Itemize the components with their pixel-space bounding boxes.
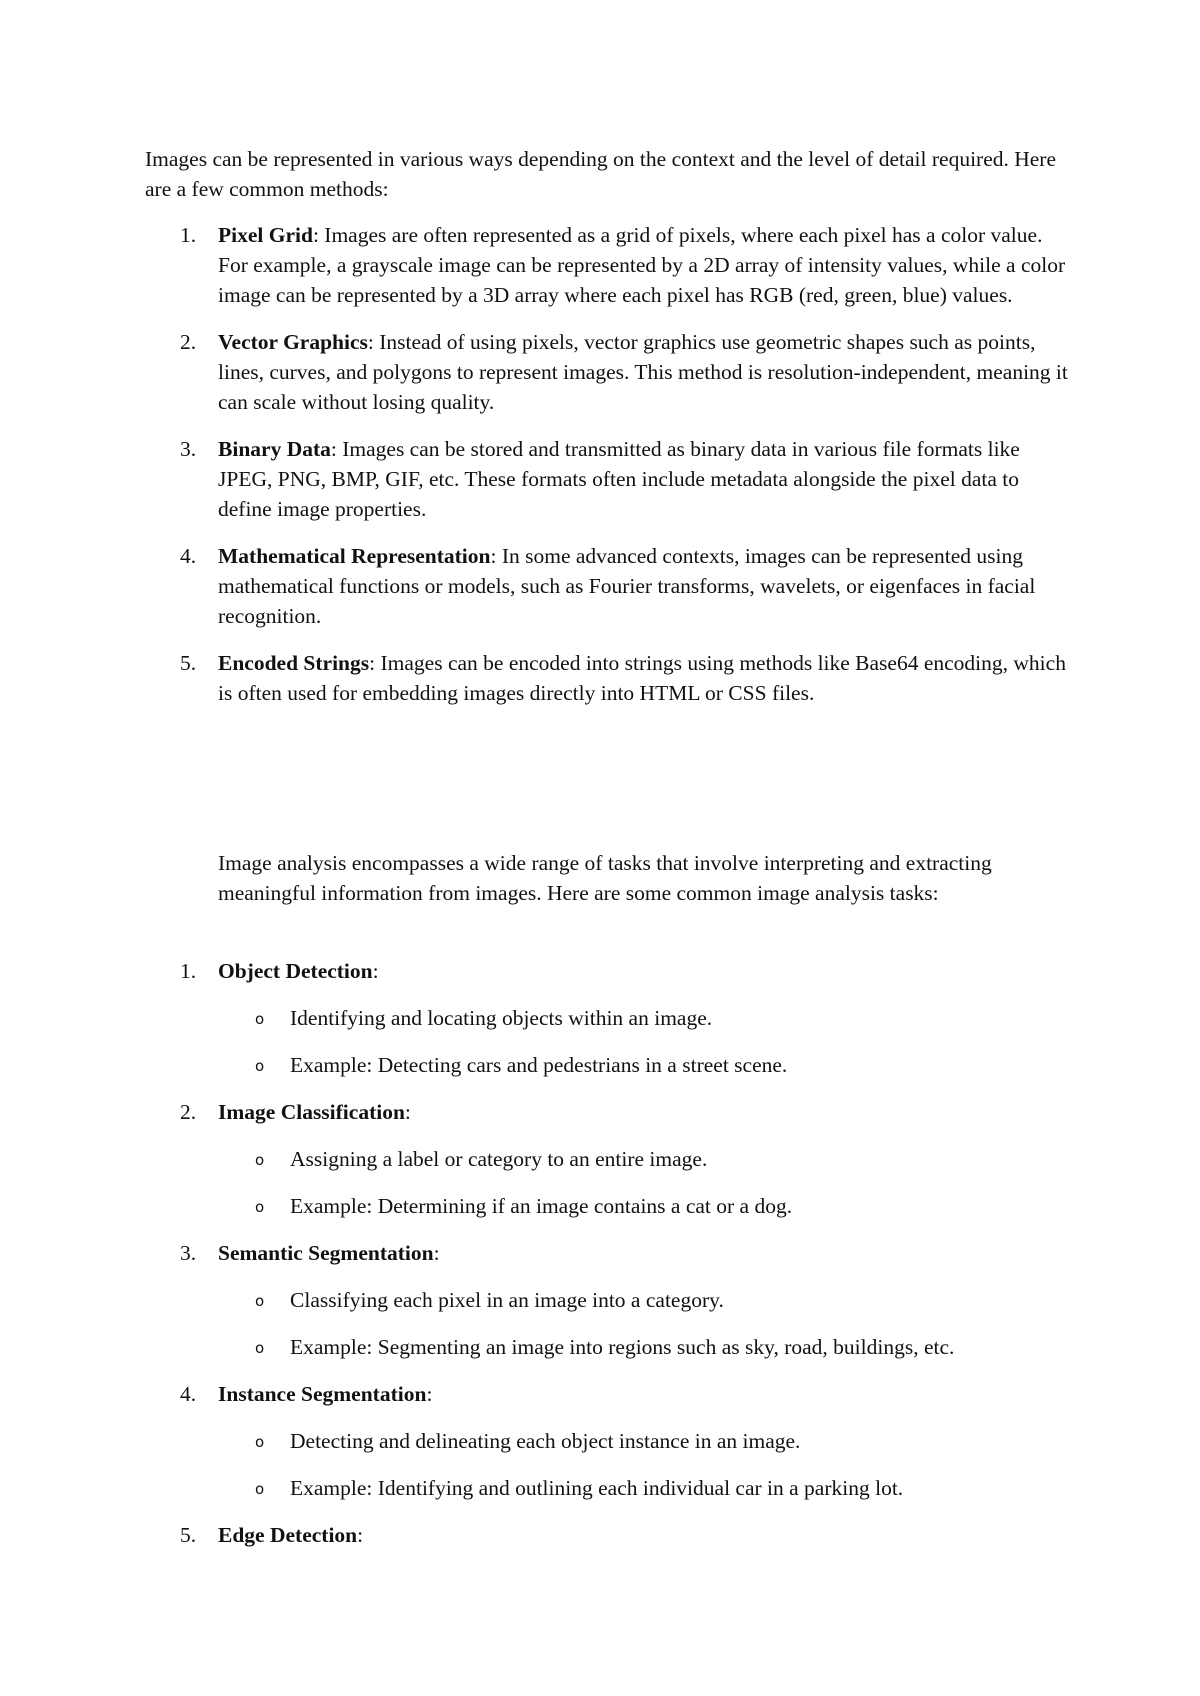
- task-item: [145, 1379, 1075, 1503]
- method-item: [145, 434, 1075, 524]
- sub-item: [218, 1332, 1075, 1362]
- task-number: 5.: [180, 1523, 197, 1547]
- method-number: 5.: [180, 651, 197, 675]
- sub-item-text: Example: Determining if an image contains a cat or a dog.: [290, 1194, 793, 1218]
- method-description: : Instead of using pixels, vector graphics use geometric shapes such as points, lines, curves, and polygons to represent images. This method is resolution-independent, meaning it can scale without losing quality.: [218, 330, 1068, 414]
- method-description: : Images are often represented as a grid of pixels, where each pixel has a color value. For example, a grayscale image can be represented by a 2D array of intensity values, while a color image can be represented by a 3D array where each pixel has RGB (red, green, blue) values.: [218, 223, 1066, 307]
- bullet-marker: o: [255, 1292, 265, 1310]
- task-colon: :: [357, 1523, 364, 1547]
- method-item: [145, 648, 1075, 708]
- intro-paragraph: Images can be represented in various ways depending on the context and the level of detail required. Here are a few common methods:: [145, 147, 1057, 201]
- method-term: Binary Data: [218, 437, 331, 461]
- sub-item-text: Assigning a label or category to an entire image.: [290, 1147, 708, 1171]
- method-description: : Images can be stored and transmitted as binary data in various file formats like JPEG, PNG, BMP, GIF, etc. These formats often include metadata alongside the pixel data to define image properties.: [218, 437, 1020, 521]
- analysis-intro-paragraph: Image analysis encompasses a wide range of tasks that involve interpreting and extracting meaningful information from images. Here are some common image analysis tasks:: [218, 851, 992, 905]
- task-sublist: [218, 1285, 1075, 1362]
- sub-item: [218, 1003, 1075, 1033]
- task-number: 2.: [180, 1100, 197, 1124]
- task-number: 3.: [180, 1241, 197, 1265]
- sub-item-text: Detecting and delineating each object instance in an image.: [290, 1429, 801, 1453]
- bullet-marker: o: [255, 1057, 265, 1075]
- method-number: 4.: [180, 544, 197, 568]
- task-colon: :: [426, 1382, 433, 1406]
- method-term: Encoded Strings: [218, 651, 370, 675]
- task-term: Edge Detection: [218, 1523, 358, 1547]
- bullet-marker: o: [255, 1198, 265, 1216]
- task-item: [145, 956, 1075, 1080]
- sub-item: [218, 1144, 1075, 1174]
- task-item: [145, 1238, 1075, 1362]
- bullet-marker: o: [255, 1151, 265, 1169]
- method-term: Mathematical Representation: [218, 544, 491, 568]
- task-term: Object Detection: [218, 959, 373, 983]
- bullet-marker: o: [255, 1339, 265, 1357]
- sub-item-text: Example: Detecting cars and pedestrians in a street scene.: [290, 1053, 788, 1077]
- task-sublist: [218, 1426, 1075, 1503]
- task-colon: :: [433, 1241, 440, 1265]
- method-term: Vector Graphics: [218, 330, 368, 354]
- task-colon: :: [372, 959, 379, 983]
- bullet-marker: o: [255, 1433, 265, 1451]
- sub-item-text: Classifying each pixel in an image into a category.: [290, 1288, 724, 1312]
- task-sublist: [218, 1144, 1075, 1221]
- method-number: 2.: [180, 330, 197, 354]
- task-term: Instance Segmentation: [218, 1382, 427, 1406]
- method-term: Pixel Grid: [218, 223, 313, 247]
- sub-item-text: Example: Segmenting an image into regions such as sky, road, buildings, etc.: [290, 1335, 955, 1359]
- sub-item: [218, 1050, 1075, 1080]
- task-item: [145, 1097, 1075, 1221]
- method-description: : In some advanced contexts, images can be represented using mathematical functions or models, such as Fourier transforms, wavelets, or eigenfaces in facial recognition.: [218, 544, 1036, 628]
- analysis-tasks-list: [145, 956, 1075, 1567]
- task-colon: :: [404, 1100, 411, 1124]
- method-item: [145, 220, 1075, 310]
- sub-item: [218, 1426, 1075, 1456]
- sub-item: [218, 1473, 1075, 1503]
- bullet-marker: o: [255, 1480, 265, 1498]
- sub-item-text: Example: Identifying and outlining each individual car in a parking lot.: [290, 1476, 904, 1500]
- task-term: Semantic Segmentation: [218, 1241, 434, 1265]
- method-description: : Images can be encoded into strings using methods like Base64 encoding, which is often used for embedding images directly into HTML or CSS files.: [218, 651, 1066, 705]
- representation-methods-list: [145, 220, 1075, 725]
- bullet-marker: o: [255, 1010, 265, 1028]
- method-item: [145, 541, 1075, 631]
- sub-item: [218, 1191, 1075, 1221]
- task-item: [145, 1520, 1075, 1550]
- method-item: [145, 327, 1075, 417]
- task-sublist: [218, 1003, 1075, 1080]
- sub-item: [218, 1285, 1075, 1315]
- method-number: 3.: [180, 437, 197, 461]
- method-number: 1.: [180, 223, 197, 247]
- task-number: 4.: [180, 1382, 197, 1406]
- task-term: Image Classification: [218, 1100, 405, 1124]
- task-number: 1.: [180, 959, 197, 983]
- sub-item-text: Identifying and locating objects within an image.: [290, 1006, 713, 1030]
